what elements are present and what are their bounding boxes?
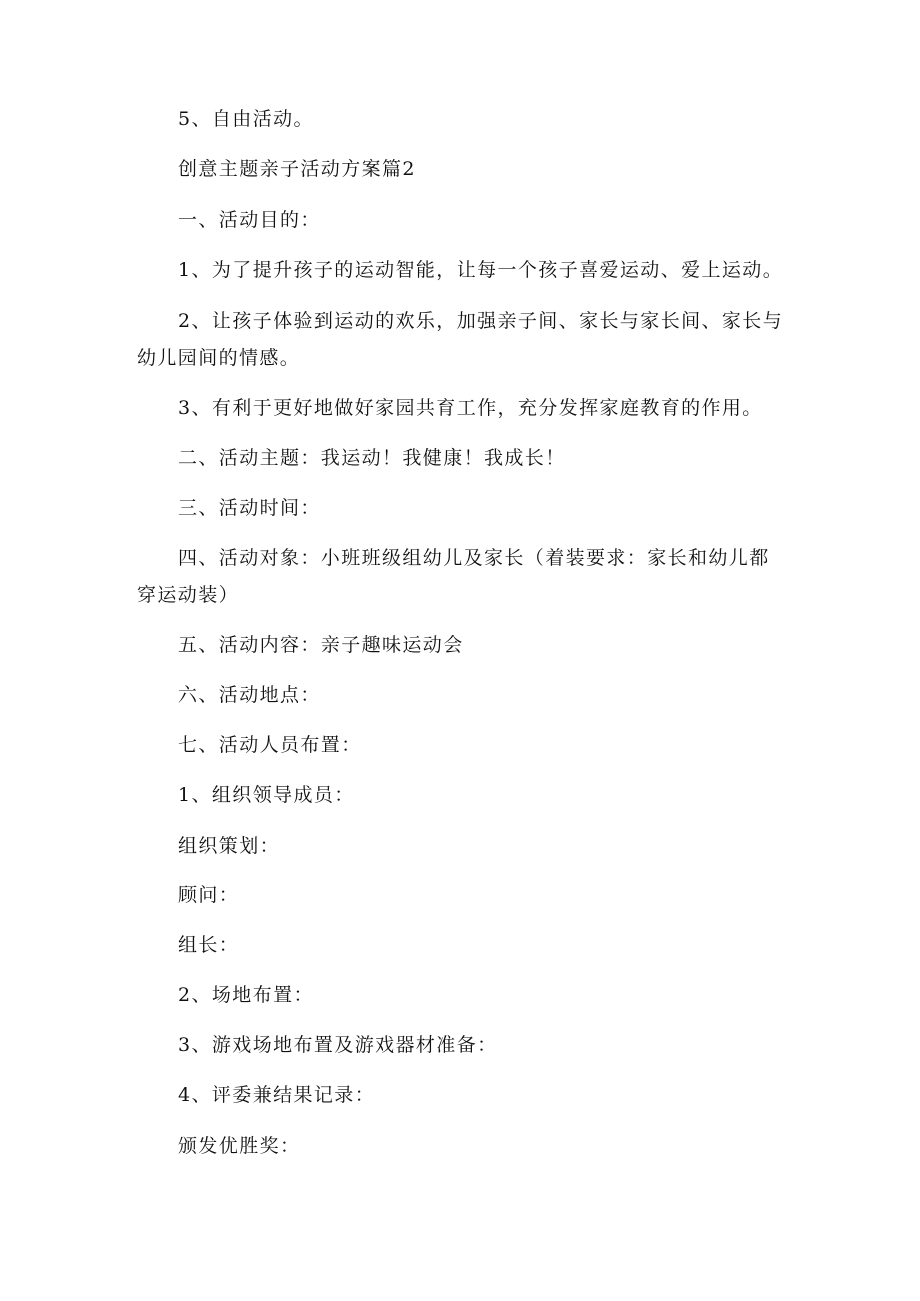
paragraph: 三、活动时间： — [178, 497, 321, 519]
paragraph: 二、活动主题：我运动！我健康！我成长！ — [178, 447, 566, 469]
paragraph: 组织策划： — [178, 835, 281, 857]
paragraph: 1、组织领导成员： — [178, 784, 355, 806]
paragraph: 五、活动内容：亲子趣味运动会 — [178, 634, 464, 656]
paragraph: 七、活动人员布置： — [178, 734, 362, 756]
paragraph: 3、有利于更好地做好家园共育工作，充分发挥家庭教育的作用。 — [178, 397, 763, 419]
paragraph: 4、评委兼结果记录： — [178, 1084, 376, 1106]
paragraph: 3、游戏场地布置及游戏器材准备： — [178, 1034, 498, 1056]
paragraph: 组长： — [178, 934, 240, 956]
paragraph: 一、活动目的： — [178, 209, 321, 231]
paragraph: 顾问： — [178, 884, 240, 906]
paragraph: 5、自由活动。 — [178, 108, 314, 130]
paragraph: 2、让孩子体验到运动的欢乐，加强亲子间、家长与家长间、家长与幼儿园间的情感。 — [137, 310, 784, 369]
paragraph: 四、活动对象：小班班级组幼儿及家长（着装要求：家长和幼儿都穿运动装） — [137, 547, 770, 606]
paragraph: 2、场地布置： — [178, 984, 314, 1006]
paragraph: 颁发优胜奖： — [178, 1135, 301, 1157]
section-title: 创意主题亲子活动方案篇2 — [178, 158, 416, 180]
paragraph: 六、活动地点： — [178, 684, 321, 706]
paragraph: 1、为了提升孩子的运动智能，让每一个孩子喜爱运动、爱上运动。 — [178, 259, 784, 281]
